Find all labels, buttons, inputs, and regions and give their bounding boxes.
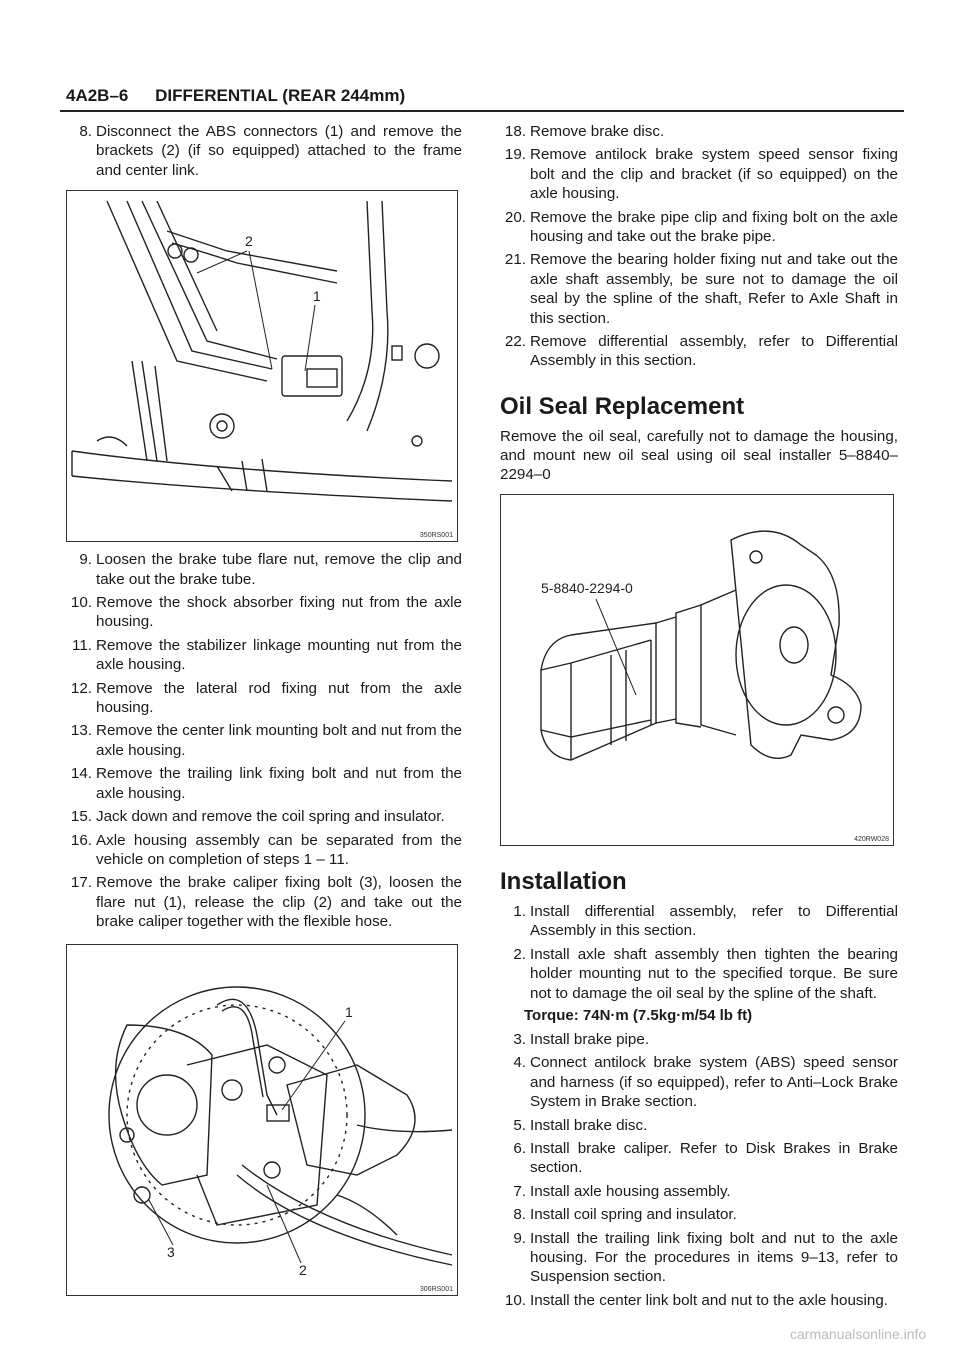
heading-oil-seal: Oil Seal Replacement [500, 392, 745, 420]
step-text: Install axle housing assembly. [530, 1182, 731, 1200]
oil-seal-text: Remove the oil seal, carefully not to damage the housing, and mount new oil seal using oil seal installer 5–8840–2294–0 [500, 427, 898, 483]
step-text: Remove the bearing holder fixing nut and take out the axle shaft assembly, be sure not to damage the oil seal by the spline of the shaft, Refer to Axle Shaft in this section. [530, 251, 898, 327]
step-text: Connect antilock brake system (ABS) speed sensor and harness (if so equipped), refer to Anti–Lock Brake System in Brake section. [530, 1054, 898, 1111]
step-text: Install axle shaft assembly then tighten the bearing holder mounting nut to the specified torque. Be sure not to damage the oil seal by the spline of the shaft. [530, 945, 898, 1002]
step-item [66, 550, 462, 589]
step-text: Install the center link bolt and nut to the axle housing. [530, 1291, 888, 1309]
watermark-footer: carmanualsonline.info [790, 1326, 927, 1342]
step-item [66, 807, 462, 826]
step-item [500, 902, 898, 941]
step-number: 5. [513, 1116, 526, 1134]
left-column [66, 122, 462, 1304]
step-number: 2. [513, 945, 526, 963]
callout-3: 3 [167, 1243, 175, 1260]
tool-label: 5-8840-2294-0 [541, 579, 633, 596]
step-text: Remove antilock brake system speed sensor fixing bolt and the clip and bracket (if so equipped) on the axle housing. [530, 146, 898, 203]
step-text: Remove the lateral rod fixing nut from the axle housing. [96, 679, 462, 717]
step-item [500, 1291, 898, 1310]
step-item [500, 250, 898, 328]
step-item [500, 1053, 898, 1111]
callout-1: 1 [313, 288, 321, 305]
step-text: Remove differential assembly, refer to Differential Assembly in this section. [530, 333, 898, 370]
step-item [66, 636, 462, 675]
step-item [500, 1030, 898, 1049]
step-item [500, 1139, 898, 1178]
heading-installation: Installation [500, 867, 627, 895]
step-text: Loosen the brake tube flare nut, remove the clip and take out the brake tube. [96, 551, 462, 588]
step-item [500, 145, 898, 203]
step-text: Remove the brake caliper fixing bolt (3), loosen the flare nut (1), release the clip (2) and take out the brake caliper together with the flexible hose. [96, 874, 462, 931]
figure-caption: 306RS001 [419, 1285, 453, 1293]
step-text: Install differential assembly, refer to Differential Assembly in this section. [530, 902, 898, 940]
section-number: 4A2B–6 [66, 86, 129, 105]
step-text: Install brake disc. [530, 1116, 648, 1134]
step-text: Install brake caliper. Refer to Disk Brakes in Brake section. [530, 1139, 898, 1177]
step-item [66, 122, 462, 180]
step-number: 13. [70, 722, 92, 740]
step-number: 10. [504, 1291, 526, 1309]
step-number: 21. [504, 251, 526, 269]
step-number: 18. [504, 123, 526, 140]
callout-1: 1 [345, 1003, 353, 1020]
callout-2: 2 [299, 1261, 307, 1278]
section-title: DIFFERENTIAL (REAR 244mm) [155, 86, 406, 105]
abs-connector-illustration [67, 191, 457, 541]
right-column [500, 122, 898, 1314]
header-rule [60, 110, 904, 112]
step-number: 19. [504, 146, 526, 164]
step-item [66, 764, 462, 803]
page-header [66, 86, 405, 106]
step-text: Install brake pipe. [530, 1030, 650, 1048]
step-item [66, 593, 462, 632]
step-text: Remove the stabilizer linkage mounting nut from the axle housing. [96, 636, 462, 674]
step-number: 22. [504, 333, 526, 351]
step-number: 11. [72, 636, 92, 654]
step-item [500, 332, 898, 371]
step-number: 3. [513, 1030, 526, 1048]
step-number: 6. [513, 1139, 526, 1157]
step-text: Remove brake disc. [530, 123, 665, 140]
step-number: 20. [504, 208, 526, 226]
torque-spec: Torque: 74N·m (7.5kg·m/54 lb ft) [524, 1006, 753, 1024]
figure-oil-seal-installer [500, 494, 894, 846]
step-item [500, 1205, 898, 1224]
step-number: 17. [70, 874, 92, 892]
step-item [66, 831, 462, 870]
step-number: 8. [513, 1206, 526, 1224]
step-number: 4. [513, 1054, 526, 1072]
step-item [500, 1182, 898, 1201]
step-item [66, 679, 462, 718]
step-text: Install coil spring and insulator. [530, 1206, 737, 1224]
step-text: Remove the trailing link fixing bolt and nut from the axle housing. [96, 765, 462, 802]
step-text: Remove the shock absorber fixing nut from the axle housing. [96, 594, 462, 631]
oil-seal-installer-illustration [501, 495, 893, 845]
step-number: 14. [70, 765, 92, 783]
step-item [66, 873, 462, 931]
figure-caption: 350RS001 [419, 532, 453, 540]
step-item [500, 122, 898, 141]
figure-brake-caliper [66, 944, 458, 1296]
step-item [66, 721, 462, 760]
step-number: 1. [513, 902, 526, 920]
step-item [500, 945, 898, 1003]
step-number: 9. [79, 551, 92, 569]
step-text: Jack down and remove the coil spring and insulator. [96, 808, 445, 826]
step-number: 12. [70, 679, 92, 697]
step-number: 10. [70, 594, 92, 612]
step-item [500, 1116, 898, 1135]
step-number: 15. [70, 808, 92, 826]
step-text: Disconnect the ABS connectors (1) and remove the brackets (2) (if so equipped) attached to the frame and center link. [96, 123, 462, 179]
step-number: 9. [513, 1229, 526, 1247]
step-text: Install the trailing link fixing bolt and nut to the axle housing. For the procedures in items 9–13, refer to Suspension section. [530, 1229, 898, 1286]
figure-abs-connectors [66, 190, 458, 542]
step-text: Remove the center link mounting bolt and nut from the axle housing. [96, 722, 462, 759]
brake-caliper-illustration [67, 945, 457, 1295]
step-number: 8. [79, 123, 92, 140]
step-number: 7. [513, 1182, 526, 1200]
step-item [500, 1229, 898, 1287]
step-text: Axle housing assembly can be separated from the vehicle on completion of steps 1 – 11. [96, 831, 462, 868]
step-text: Remove the brake pipe clip and fixing bolt on the axle housing and take out the brake pipe. [530, 208, 898, 246]
figure-caption: 420RW028 [854, 835, 889, 843]
step-number: 16. [70, 831, 92, 849]
callout-2: 2 [245, 233, 253, 250]
step-item [500, 208, 898, 247]
